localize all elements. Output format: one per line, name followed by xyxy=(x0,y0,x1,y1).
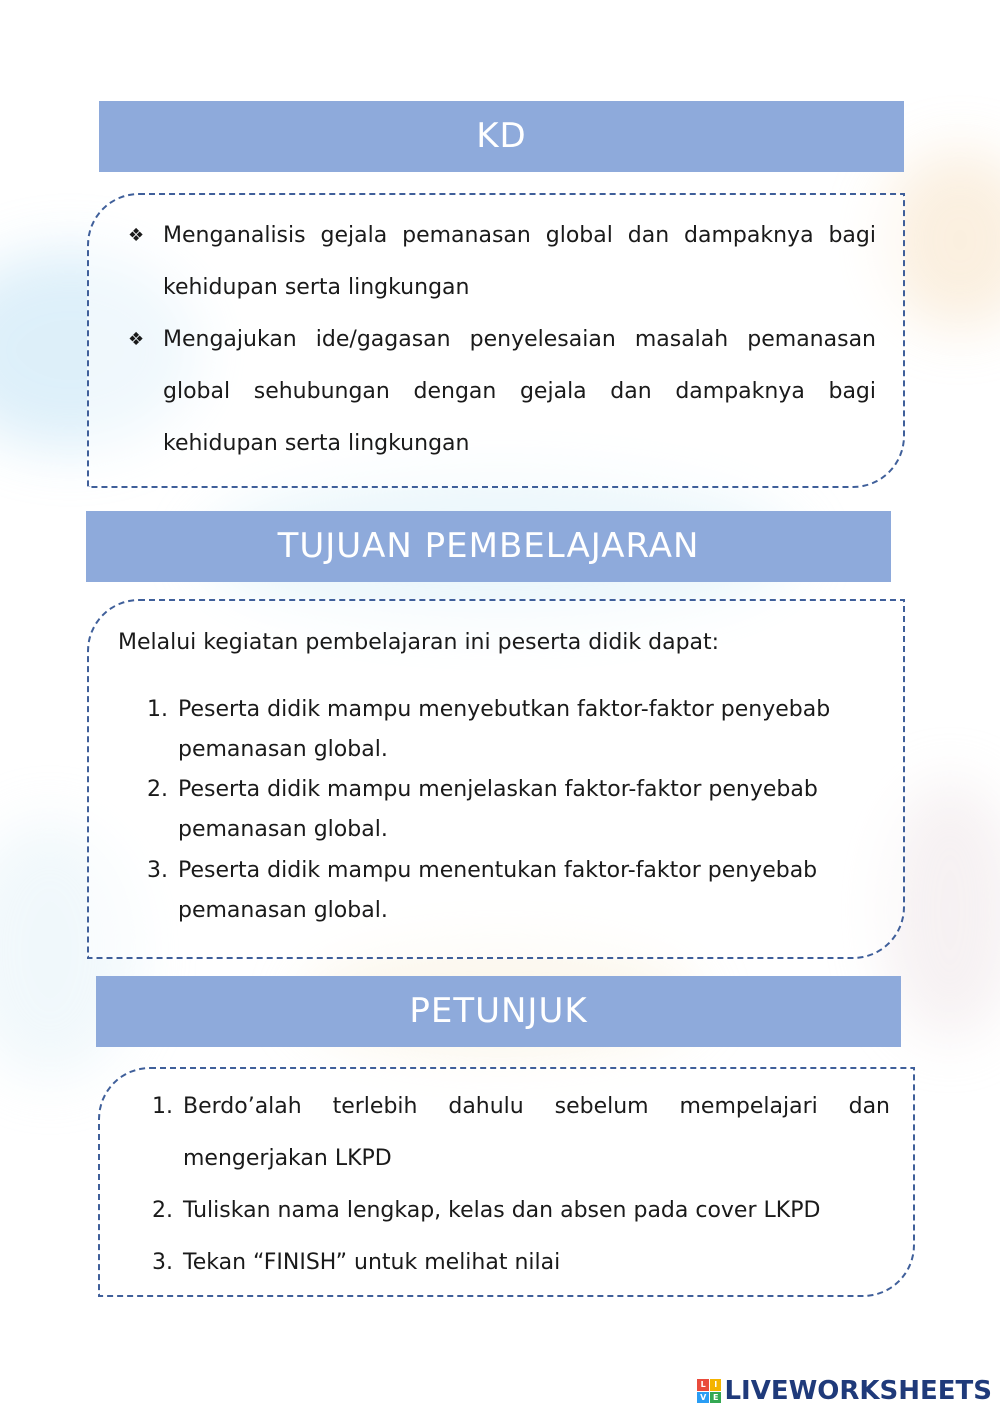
petunjuk-title: PETUNJUK xyxy=(409,991,588,1031)
kd-item-2-line-3: kehidupan serta lingkungan xyxy=(163,431,470,456)
kd-item-1-line-2: kehidupan serta lingkungan xyxy=(163,275,470,300)
bullet-icon: ❖ xyxy=(128,329,145,350)
tujuan-header xyxy=(86,511,891,582)
bullet-icon: ❖ xyxy=(128,225,145,246)
kd-item-2-line-2: global sehubungan dengan gejala dan dampaknya bagi xyxy=(163,379,876,404)
petunjuk-header xyxy=(96,976,901,1047)
tujuan-item-2-line-1: Peserta didik mampu menjelaskan faktor-faktor penyebab xyxy=(178,777,818,802)
petunjuk-item-3-number: 3. xyxy=(152,1250,173,1275)
tujuan-item-1-line-2: pemanasan global. xyxy=(178,737,388,762)
tujuan-item-1-number: 1. xyxy=(147,697,168,722)
kd-item-1-line-1: Menganalisis gejala pemanasan global dan dampaknya bagi xyxy=(163,223,876,248)
tujuan-item-3-line-2: pemanasan global. xyxy=(178,898,388,923)
tujuan-item-2-line-2: pemanasan global. xyxy=(178,817,388,842)
petunjuk-item-1-number: 1. xyxy=(152,1094,173,1119)
tujuan-title: TUJUAN PEMBELAJARAN xyxy=(277,526,700,566)
tujuan-item-3-line-1: Peserta didik mampu menentukan faktor-faktor penyebab xyxy=(178,858,818,883)
tujuan-item-1-line-1: Peserta didik mampu menyebutkan faktor-faktor penyebab xyxy=(178,697,831,722)
liveworksheets-brand: LIVEWORKSHEETS xyxy=(724,1376,992,1406)
petunjuk-item-1-line-1: Berdo’alah terlebih dahulu sebelum mempelajari dan xyxy=(183,1094,890,1119)
petunjuk-item-1-line-2: mengerjakan LKPD xyxy=(183,1146,392,1171)
tujuan-item-3-number: 3. xyxy=(147,858,168,883)
liveworksheets-logo xyxy=(697,1373,992,1409)
petunjuk-item-2-line-1: Tuliskan nama lengkap, kelas dan absen pada cover LKPD xyxy=(183,1198,821,1223)
kd-item-2-line-1: Mengajukan ide/gagasan penyelesaian masalah pemanasan xyxy=(163,327,876,352)
tujuan-intro: Melalui kegiatan pembelajaran ini peserta didik dapat: xyxy=(118,630,720,655)
tujuan-item-2-number: 2. xyxy=(147,777,168,802)
liveworksheets-icon: L I V E xyxy=(697,1379,721,1403)
petunjuk-item-3-line-1: Tekan “FINISH” untuk melihat nilai xyxy=(183,1250,561,1275)
kd-header xyxy=(99,101,904,172)
kd-title: KD xyxy=(476,116,527,156)
petunjuk-item-2-number: 2. xyxy=(152,1198,173,1223)
